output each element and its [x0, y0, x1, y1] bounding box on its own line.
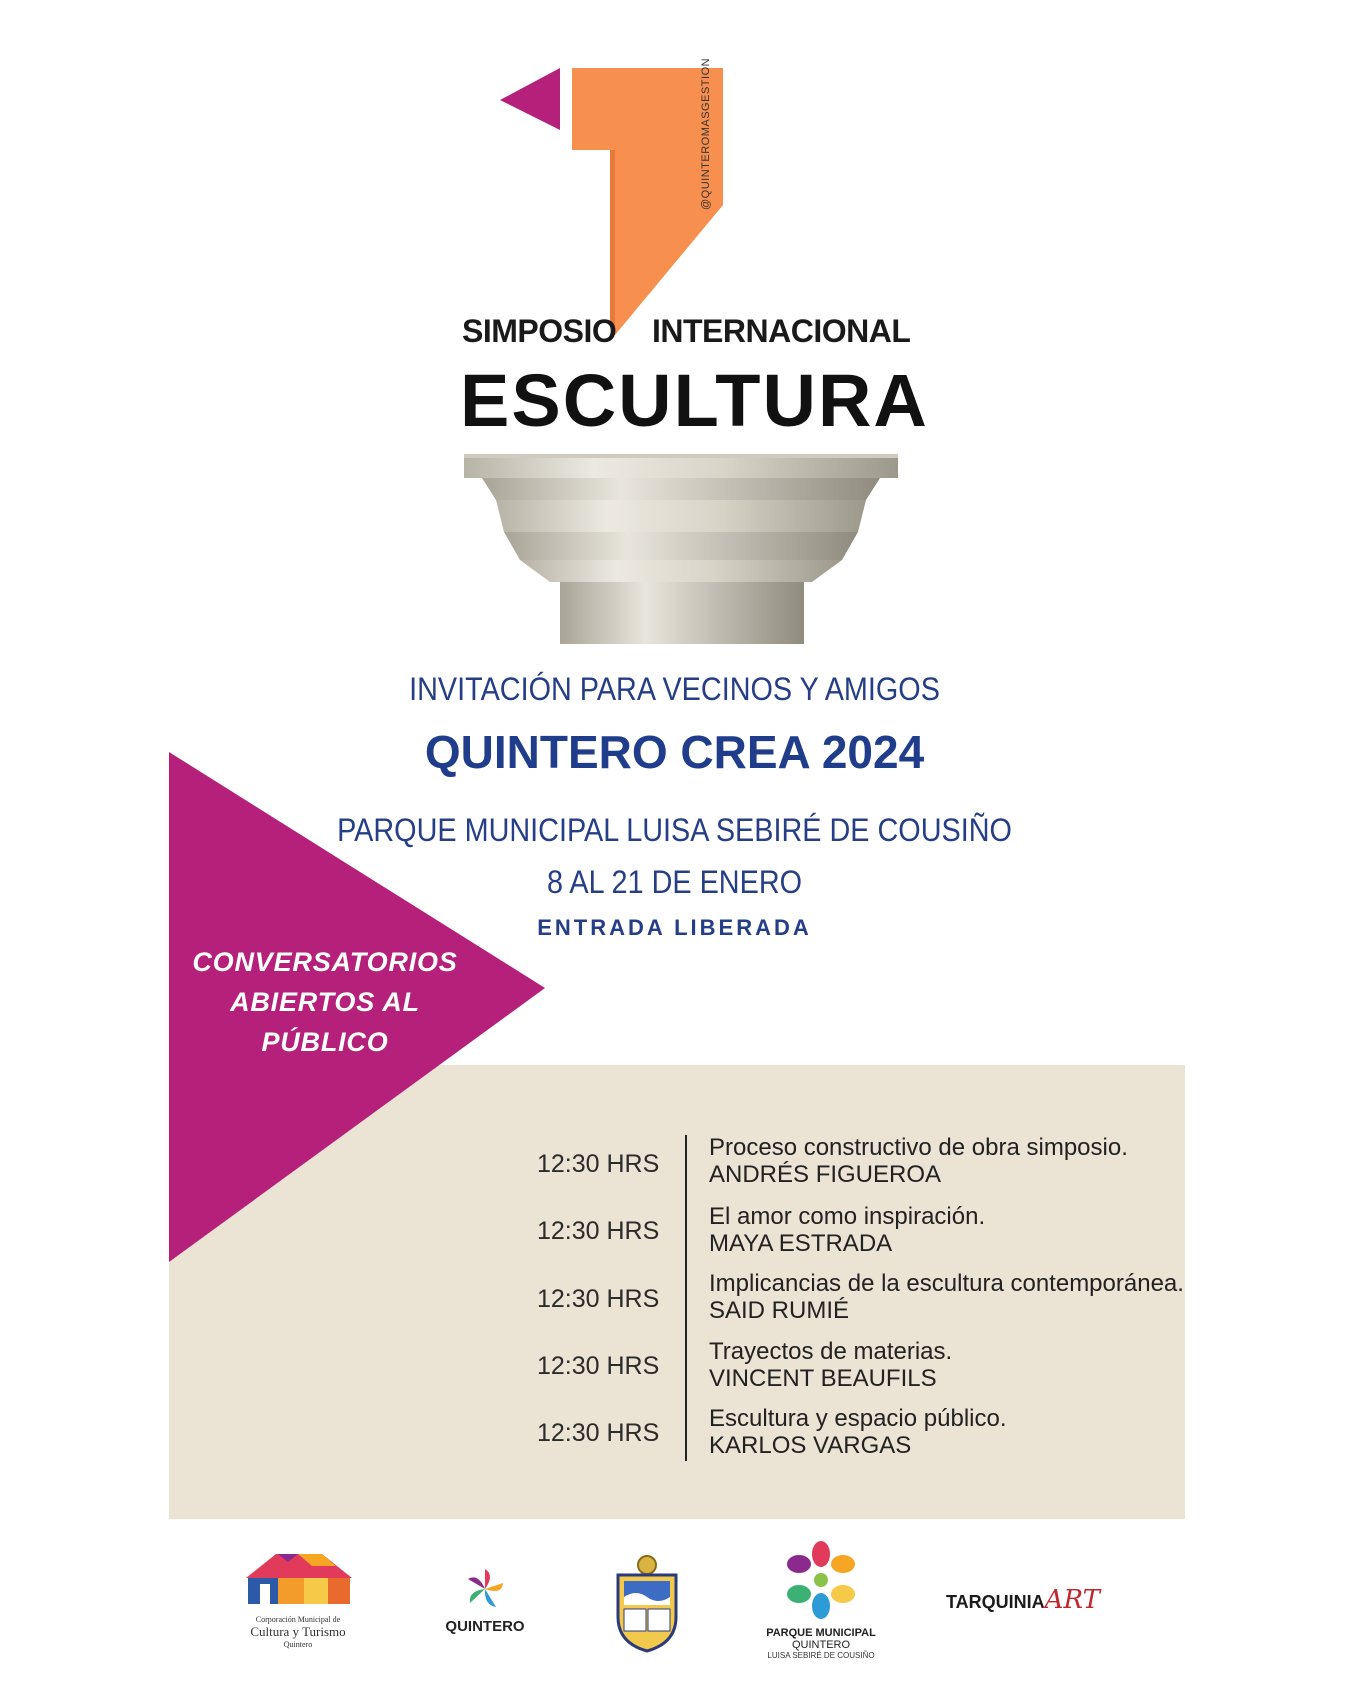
schedule-time: 12:30 HRS: [537, 1285, 660, 1313]
talk-speaker: KARLOS VARGAS: [709, 1432, 912, 1459]
park-flower-logo-icon: [756, 1540, 886, 1622]
sponsor-parque-municipal: [756, 1540, 886, 1660]
symposium-logo: [490, 65, 730, 355]
sponsor-5-name: TARQUINIA: [946, 1592, 1045, 1612]
sponsor-5-art: ART: [1044, 1585, 1100, 1615]
subtitle-internacional: INTERNACIONAL: [652, 313, 911, 349]
coat-of-arms-icon: [612, 1553, 682, 1653]
schedule-time: 12:30 HRS: [537, 1217, 660, 1245]
talks-banner: [185, 942, 465, 1062]
talk-topic: Implicancias de la escultura contemporánea.: [709, 1270, 1184, 1297]
page-title: ESCULTURA: [460, 359, 929, 442]
schedule-talk: [709, 1405, 1007, 1459]
talk-topic: Proceso constructivo de obra simposio.: [709, 1134, 1128, 1161]
banner-line-2: ABIERTOS AL: [230, 987, 420, 1017]
talk-topic: El amor como inspiración.: [709, 1203, 986, 1230]
talk-speaker: MAYA ESTRADA: [709, 1230, 893, 1257]
sponsor-tarquinia-art: [946, 1585, 1116, 1615]
talk-speaker: VINCENT BEAUFILS: [709, 1365, 937, 1392]
sponsor-1-line-3: Quintero: [283, 1640, 313, 1649]
pinwheel-logo-icon: [440, 1565, 530, 1613]
schedule-divider: [685, 1135, 687, 1461]
schedule-talk: [709, 1338, 952, 1392]
schedule-time: 12:30 HRS: [537, 1419, 660, 1447]
sponsor-4-line-1: PARQUE MUNICIPAL: [766, 1627, 876, 1639]
talk-speaker: SAID RUMIÉ: [709, 1297, 850, 1324]
schedule-talk: [709, 1270, 1184, 1324]
event-location: PARQUE MUNICIPAL LUISA SEBIRÉ DE COUSIÑO: [337, 812, 1012, 848]
instagram-handle: @QUINTEROMASGESTION: [700, 57, 712, 210]
sponsor-1-line-2: Cultura y Turismo: [250, 1624, 346, 1639]
sponsor-4-line-2: QUINTERO: [791, 1639, 851, 1651]
event-dates: 8 AL 21 DE ENERO: [546, 864, 803, 900]
admission-note: ENTRADA LIBERADA: [537, 915, 812, 940]
sponsor-coat-of-arms: [612, 1553, 682, 1658]
schedule-time: 12:30 HRS: [537, 1352, 660, 1380]
sponsor-2-name: QUINTERO: [445, 1618, 525, 1635]
schedule-time: 12:30 HRS: [537, 1150, 660, 1178]
sponsor-4-line-3: LUISA SEBIRÉ DE COUSIÑO: [767, 1651, 875, 1660]
subtitle-simposio: SIMPOSIO: [462, 313, 617, 349]
schedule-talk: [709, 1134, 1128, 1188]
talk-speaker: ANDRÉS FIGUEROA: [709, 1161, 942, 1188]
schedule-talk: [709, 1203, 985, 1257]
talk-topic: Escultura y espacio público.: [709, 1405, 1007, 1432]
sponsor-cultura-turismo: [238, 1548, 358, 1649]
talk-topic: Trayectos de materias.: [709, 1338, 953, 1365]
banner-line-3: PÚBLICO: [261, 1027, 389, 1057]
banner-line-1: CONVERSATORIOS: [192, 947, 458, 977]
column-capital-image: [462, 452, 902, 644]
sponsor-1-line-1: Corporación Municipal de: [255, 1615, 341, 1624]
invitation-line: INVITACIÓN PARA VECINOS Y AMIGOS: [409, 671, 940, 707]
house-logo-icon: [238, 1548, 358, 1610]
sponsor-quintero: [440, 1565, 530, 1635]
event-name: QUINTERO CREA 2024: [424, 726, 925, 778]
